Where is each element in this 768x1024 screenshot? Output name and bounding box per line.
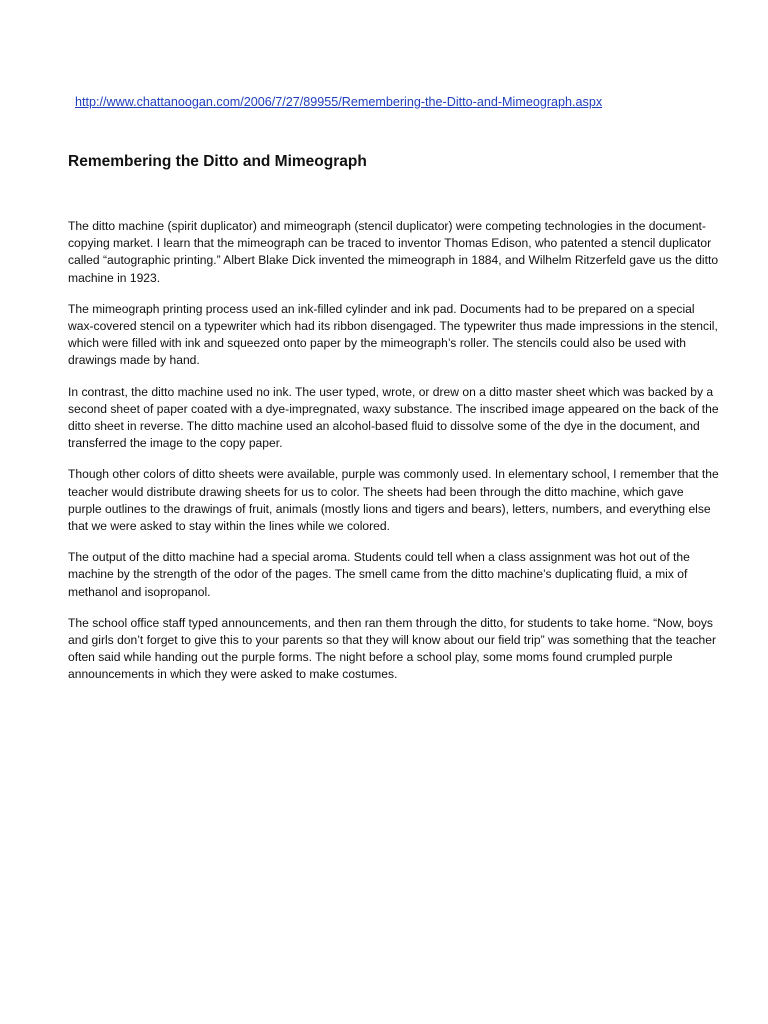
paragraph: The ditto machine (spirit duplicator) and mimeograph (stencil duplicator) were competing technologies in the document-copying market. I learn that the mimeograph can be traced to inventor Thomas Edison, who patented a stencil duplicator called “autographic printing.” Albert Blake Dick invented the mimeograph in 1884, and Wilhelm Ritzerfeld gave us the ditto machine in 1923. — [68, 219, 719, 285]
paragraph: In contrast, the ditto machine used no ink. The user typed, wrote, or drew on a ditto master sheet which was backed by a second sheet of paper coated with a dye-impregnated, waxy substance. The inscribed image appeared on the back of the ditto sheet in reverse. The ditto machine used an alcohol-based fluid to dissolve some of the dye in the document, and transferred the image to the copy paper. — [68, 384, 719, 451]
paragraph: The output of the ditto machine had a special aroma. Students could tell when a class assignment was hot out of the machine by the strength of the odor of the pages. The smell came from the ditto machine’s duplicating fluid, a mix of methanol and isopropanol. — [68, 550, 690, 599]
source-url-link[interactable]: http://www.chattanoogan.com/2006/7/27/89955/Remembering-the-Ditto-and-Mimeograph.aspx — [75, 95, 603, 109]
paragraph: The school office staff typed announcements, and then ran them through the ditto, for students to take home. “Now, boys and girls don’t forget to give this to your parents so that they will know about our field trip” was something that the teacher often said while handing out the purple forms. The night before a school play, some moms found crumpled purple announcements in which they were asked to make costumes. — [68, 615, 717, 682]
paragraph: The mimeograph printing process used an ink-filled cylinder and ink pad. Documents had to be prepared on a special wax-covered stencil on a typewriter which had its ribbon disengaged. The typewriter thus made impressions in the stencil, which were filled with ink and squeezed onto paper by the mimeograph’s roller. The stencils could also be used with drawings made by hand. — [68, 301, 718, 368]
article-body — [68, 218, 720, 698]
paragraph: Though other colors of ditto sheets were available, purple was commonly used. In elementary school, I remember that the teacher would distribute drawing sheets for us to color. The sheets had been through the ditto machine, which gave purple outlines to the drawings of fruit, animals (mostly lions and tigers and bears), letters, numbers, and everything else that we were asked to stay within the lines while we colored. — [68, 467, 719, 534]
article-title: Remembering the Ditto and Mimeograph — [68, 153, 367, 170]
